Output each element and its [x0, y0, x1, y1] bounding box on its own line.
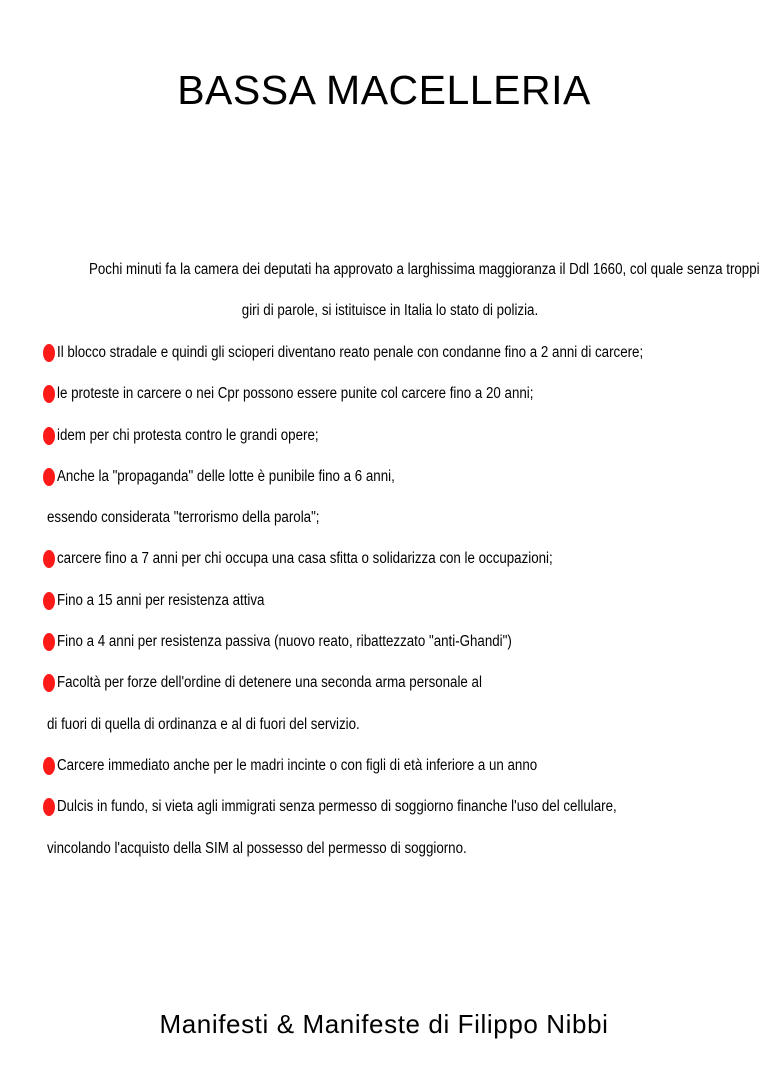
bullet-list-continuation [43, 508, 743, 528]
bullet-list-item [43, 426, 743, 446]
list-item-text: Facoltà per forze dell'ordine di detenere una seconda arma personale al [57, 674, 482, 692]
intro-line: giri di parole, si istituisce in Italia lo stato di polizia. [241, 302, 539, 319]
list-item-text: di fuori di quella di ordinanza e al di fuori del servizio. [47, 715, 360, 733]
red-bullet-icon [43, 344, 55, 362]
red-bullet-icon [43, 427, 55, 445]
red-bullet-icon [43, 757, 55, 775]
footer-credit: Manifesti & Manifeste di Filippo Nibbi [159, 1009, 609, 1039]
list-item-text: idem per chi protesta contro le grandi opere; [57, 426, 319, 444]
bullet-list-item [43, 632, 743, 652]
bullet-list-item [43, 343, 743, 363]
list-item-text: carcere fino a 7 anni per chi occupa una casa sfitta o solidarizza con le occupazioni; [57, 550, 553, 568]
list-item-text: Anche la "propaganda" delle lotte è punibile fino a 6 anni, [57, 467, 395, 485]
list-item-text: Fino a 4 anni per resistenza passiva (nuovo reato, ribattezzato "anti-Ghandi") [57, 633, 512, 651]
list-item-text: Carcere immediato anche per le madri incinte o con figli di età inferiore a un anno [57, 756, 538, 774]
red-bullet-icon [43, 798, 55, 816]
list-item-text: Dulcis in fundo, si vieta agli immigrati senza permesso di soggiorno finanche l'uso del cellulare, [57, 798, 617, 816]
red-bullet-icon [43, 633, 55, 651]
page-title: BASSA MACELLERIA [177, 67, 591, 113]
bullet-list-item [43, 756, 743, 776]
list-item-text: vincolando l'acquisto della SIM al possesso del permesso di soggiorno. [47, 839, 467, 857]
red-bullet-icon [43, 550, 55, 568]
intro-line: Pochi minuti fa la camera dei deputati ha approvato a larghissima maggioranza il Ddl 1660, col quale senza troppi [89, 261, 760, 278]
list-item-text: le proteste in carcere o nei Cpr possono essere punite col carcere fino a 20 anni; [57, 385, 534, 403]
bullet-list-item [43, 384, 743, 404]
list-item-text: Il blocco stradale e quindi gli scioperi diventano reato penale con condanne fino a 2 anni di carcere; [57, 344, 644, 361]
intro-paragraph [89, 260, 760, 342]
red-bullet-icon [43, 592, 55, 610]
bullet-list-item [43, 673, 743, 693]
list-item-text: Fino a 15 anni per resistenza attiva [57, 591, 265, 609]
bullet-list-item [43, 549, 743, 569]
bullet-list-item [43, 467, 743, 487]
red-bullet-icon [43, 385, 55, 403]
list-item-text: essendo considerata "terrorismo della parola"; [47, 509, 320, 527]
bullet-list-continuation [43, 839, 743, 859]
red-bullet-icon [43, 674, 55, 692]
bullet-list-item [43, 591, 743, 611]
bullet-list [43, 343, 743, 880]
bullet-list-item [43, 797, 743, 817]
bullet-list-continuation [43, 715, 743, 735]
red-bullet-icon [43, 468, 55, 486]
